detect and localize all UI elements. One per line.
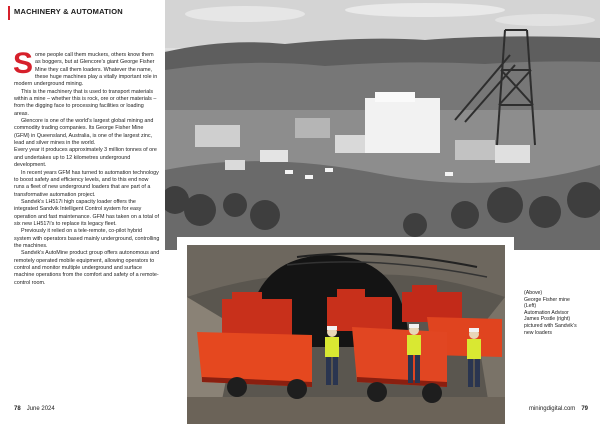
page-number: 78 <box>14 406 21 412</box>
footer-right <box>529 406 588 412</box>
footer-left <box>14 406 55 412</box>
caption-line: James Postle (right) <box>524 316 571 323</box>
paragraph: Sandvik’s LH517i high capacity loader offers the integrated Sandvik Intelligent Control system for easy operation and fast maintenance. GFM has taken on a total of six new LH517i’s to replace its legacy fleet. <box>14 198 160 227</box>
photo-caption <box>524 290 596 336</box>
loaders-illustration <box>177 237 514 424</box>
paragraph: This is the machinery that is used to transport materials within a mine – whether this is rock, ore or other materials – from the digging face to processing facilities or loading areas. <box>14 88 157 117</box>
website-link[interactable]: miningdigital.com <box>528 406 576 412</box>
caption-line: pictured with Sandvik’s <box>524 322 577 329</box>
paragraph: Glencore is one of the world’s largest global mining and commodity trading companies. Its George Fisher Mine (GFM) in Queensland, Australia, is one of the largest zinc, lead and silver mines in the world. <box>14 118 154 147</box>
drop-cap: S <box>13 47 34 80</box>
paragraph: In recent years GFM has turned to automation technology to boost safety and efficiency levels, and to this end now runs a fleet of new underground loaders that are part of a transformative automation project. <box>14 169 159 198</box>
paragraph: Previously it relied on a tele-remote, co-pilot hybrid system with operators based mainly underground, controlling the machines. <box>14 228 160 249</box>
article-column <box>0 0 165 424</box>
caption-line: (Left) <box>524 303 537 310</box>
caption-line: new loaders <box>524 329 552 336</box>
section-accent-bar <box>8 6 10 20</box>
paragraph: ome people call them muckers, others know them as boggers, but at Glencore’s giant George Fisher Mine they call them loaders. Whatever the name, these huge machines play a vitally important role in modern underground mining. <box>14 52 158 88</box>
paragraph: Every year it produces approximately 3 million tonnes of ore and undertakes up to 12 kilometres underground development. <box>14 147 157 169</box>
caption-line: (Above) <box>524 290 543 296</box>
paragraph: Sandvik’s AutoMine product group offers autonomous and remotely operated mobile equipment, allowing operators to control and monitor multiple underground and surface machine operations from the comfort and safety of a remote-control room. <box>14 250 160 286</box>
caption-line: George Fisher mine <box>524 296 570 303</box>
article-body <box>13 47 160 287</box>
page-number: 79 <box>581 406 588 412</box>
underground-loaders-photo <box>177 237 514 424</box>
mine-site-photo <box>165 0 600 250</box>
caption-line: Automation Advisor <box>524 309 569 316</box>
issue-date: June 2024 <box>26 406 55 412</box>
section-label: MACHINERY & AUTOMATION <box>14 7 123 16</box>
mine-site-illustration <box>165 0 600 250</box>
